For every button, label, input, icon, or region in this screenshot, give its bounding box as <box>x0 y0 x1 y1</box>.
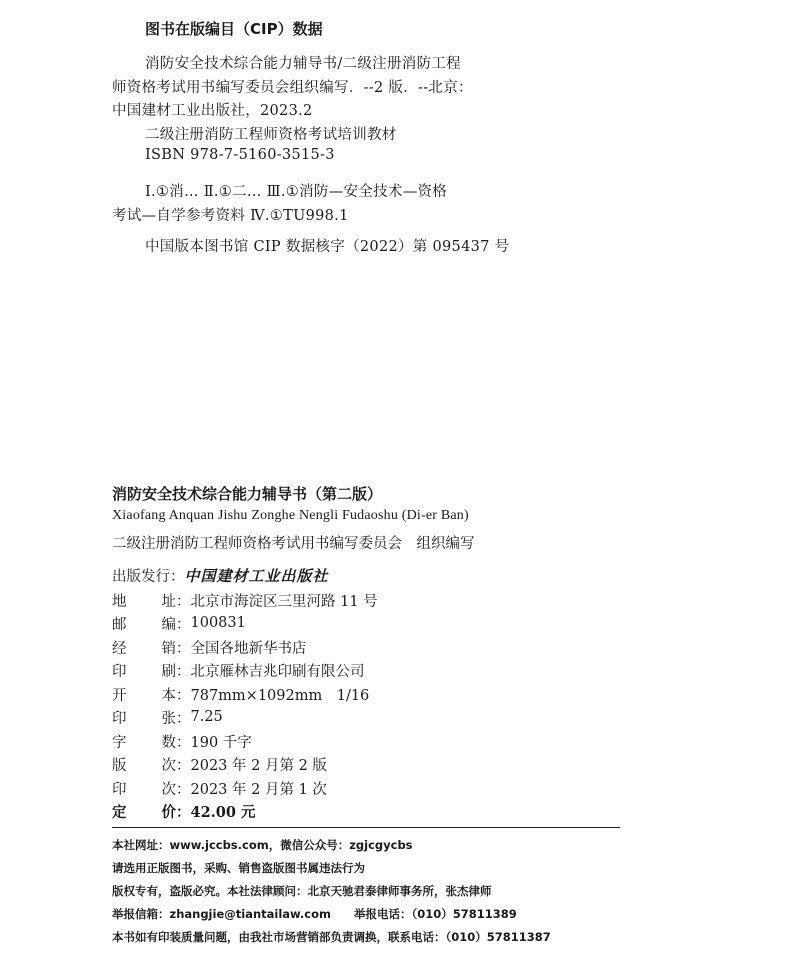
field-value: 100831 <box>190 615 246 631</box>
pub-field-printer: 印 刷 ： 北京雁林吉兆印刷有限公司 <box>112 660 365 680</box>
pub-field-price: 定 价 ： 42.00 元 <box>112 801 255 821</box>
book-author: 二级注册消防工程师资格考试用书编写委员会 组织编写 <box>112 536 475 552</box>
cip-line: 消防安全技术综合能力辅导书/二级注册消防工程 <box>145 56 461 72</box>
field-label: 刷 <box>161 663 176 680</box>
pub-field-format: 开 本 ： 787mm×1092mm 1/16 <box>112 684 369 704</box>
cip-classification: 考试—自学参考资料 Ⅳ.①TU998.1 <box>112 208 349 224</box>
cip-isbn: ISBN 978-7-5160-3515-3 <box>145 147 335 163</box>
pub-field-address: 地 址 ： 北京市海淀区三里河路 11 号 <box>112 590 378 610</box>
field-value: 42.00 元 <box>190 803 256 821</box>
field-label: 址 <box>161 593 176 610</box>
field-label: 版 <box>112 757 127 774</box>
field-value: 北京市海淀区三里河路 11 号 <box>190 593 378 610</box>
footer-anti-piracy: 请选用正版图书，采购、销售盗版图书属违法行为 <box>112 861 365 875</box>
cip-line: 师资格考试用书编写委员会组织编写．--2 版．--北京： <box>112 80 473 96</box>
field-label: 价 <box>161 803 176 821</box>
footer-legal-counsel: 版权专有，盗版必究。本社法律顾问：北京天驰君泰律师事务所，张杰律师 <box>112 884 492 898</box>
publisher-logo: 中国建材工业出版社 <box>184 566 329 585</box>
publisher-label: 出版发行： <box>112 568 185 585</box>
field-label: 印 <box>112 710 127 727</box>
book-title: 消防安全技术综合能力辅导书（第二版） <box>112 485 383 503</box>
field-value: 190 千字 <box>190 734 252 751</box>
field-label: 次 <box>161 781 176 798</box>
book-pinyin-title: Xiaofang Anquan Jishu Zonghe Nengli Fudaoshu (Di-er Ban) <box>112 508 469 523</box>
field-label: 编 <box>161 616 176 633</box>
cip-classification: Ⅰ.①消… Ⅱ.①二… Ⅲ.①消防—安全技术—资格 <box>145 184 448 200</box>
field-label: 次 <box>161 757 176 774</box>
field-label: 开 <box>112 687 127 704</box>
field-label: 印 <box>112 663 127 680</box>
field-value: 2023 年 2 月第 2 版 <box>190 757 327 774</box>
pub-field-distributor: 经 销 ： 全国各地新华书店 <box>112 637 307 657</box>
pub-field-printing: 印 次 ： 2023 年 2 月第 1 次 <box>112 778 327 798</box>
pub-field-sheets: 印 张 ： 7.25 <box>112 707 223 727</box>
footer-website: 本社网址：www.jccbs.com，微信公众号：zgjcgycbs <box>112 838 413 852</box>
field-label: 数 <box>161 734 176 751</box>
field-label: 邮 <box>112 616 127 633</box>
field-label: 本 <box>161 687 176 704</box>
divider <box>112 827 620 828</box>
field-label: 张 <box>161 710 176 727</box>
field-label: 定 <box>112 803 127 821</box>
field-value: 北京雁林吉兆印刷有限公司 <box>190 663 365 680</box>
cip-line: 中国建材工业出版社，2023.2 <box>112 103 313 119</box>
footer-report-contact: 举报信箱：zhangjie@tiantailaw.com 举报电话：（010）57811389 <box>112 907 517 921</box>
cip-verification-number: 中国版本图书馆 CIP 数据核字（2022）第 095437 号 <box>145 239 510 255</box>
field-label: 经 <box>112 640 127 657</box>
pub-field-postcode: 邮 编 ： 100831 <box>112 613 246 633</box>
pub-field-edition: 版 次 ： 2023 年 2 月第 2 版 <box>112 754 327 774</box>
field-value: 全国各地新华书店 <box>190 640 307 657</box>
field-label: 字 <box>112 734 127 751</box>
field-label: 销 <box>161 640 176 657</box>
field-label: 地 <box>112 593 127 610</box>
field-value: 2023 年 2 月第 1 次 <box>190 781 327 798</box>
field-label: 印 <box>112 781 127 798</box>
footer-quality-contact: 本书如有印装质量问题，由我社市场营销部负责调换，联系电话：（010）57811387 <box>112 930 551 944</box>
publisher-row <box>112 565 329 585</box>
cip-line: 二级注册消防工程师资格考试培训教材 <box>145 127 397 143</box>
field-value: 787mm×1092mm 1/16 <box>190 687 370 704</box>
pub-field-word-count: 字 数 ： 190 千字 <box>112 731 252 751</box>
cip-heading: 图书在版编目（CIP）数据 <box>145 20 323 38</box>
field-value: 7.25 <box>190 709 223 725</box>
